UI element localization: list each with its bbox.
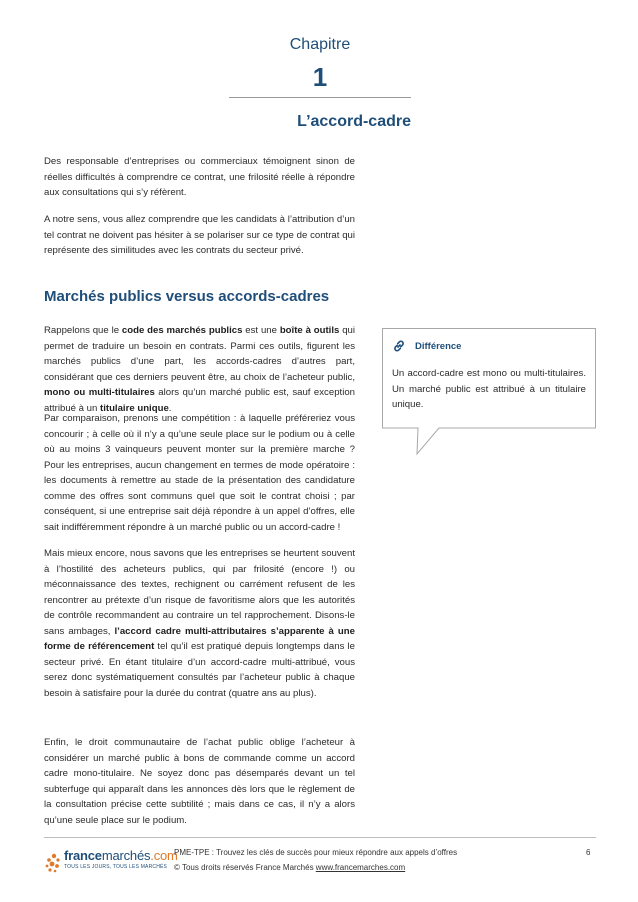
chapter-number: 1	[312, 62, 328, 92]
bold-run: titulaire unique	[100, 402, 169, 414]
chapter-divider	[229, 97, 411, 98]
paragraph-referencing	[44, 546, 355, 701]
paragraph-toolbox	[44, 323, 355, 416]
text-run: alors qu’un marché public est, sauf exception attribué à un	[44, 387, 355, 414]
page-number: 6	[586, 848, 591, 857]
logo-brand-part: marchés	[101, 848, 151, 863]
chapter-label: Chapitre	[289, 36, 351, 53]
footer-divider	[44, 837, 596, 838]
website-link[interactable]: www.francemarches.com	[315, 863, 406, 872]
intro-paragraph-1: Des responsable d’entreprises ou commerciaux témoignent sinon de réelles difficultés à comprendre ce contrat, une frilosité réelle à répondre aux consultations qui s’y réfèrent.	[44, 156, 355, 198]
section-title: Marchés publics versus accords-cadres	[44, 288, 330, 305]
text-run: qui permet de traduire un besoin en contrats. Parmi ces outils, figurent les marchés publics d’une part, les accords-cadres d’autres part, considérant que ces derniers peuvent être, au choix de l’acheteur public,	[44, 325, 356, 383]
text-run: Rappelons que le	[44, 325, 122, 336]
logo-tagline: TOUS LES JOURS, TOUS LES MARCHÉS	[64, 864, 168, 870]
chapter-title: L’accord-cadre	[297, 113, 411, 130]
copyright-text: © Tous droits réservés France Marchés	[174, 863, 316, 872]
logo-domain: .com	[150, 848, 178, 863]
intro-paragraph-2: A notre sens, vous allez comprendre que les candidats à l’attribution d’un tel contrat ne doivent pas hésiter à se polariser sur ce type de contrat qui représente des similitudes avec les contrats du secteur privé.	[44, 214, 355, 256]
callout-text: Un accord-cadre est mono ou multi-titulaires. Un marché public est attribué à un titulaire unique.	[392, 368, 586, 410]
footer-title: PME-TPE : Trouvez les clés de succès pour mieux répondre aux appels d’offres	[174, 848, 458, 857]
bold-run: boîte à outils	[279, 325, 340, 336]
paragraph-competition: Par comparaison, prenons une compétition : à laquelle préféreriez vous concourir ; à celle où il n’y a qu’une seule place sur le podium ou à celle où au moins 3 vainqueurs peuvent monter sur la première marche ? Pour les entreprises, aucun changement en termes de mode opératoire : les documents à remettre au stade de la présentation des candidature comme des offres sont communs quel que soit le contrat choisi ; par conséquent, si une entreprise sait déjà répondre à un appel d’offres, elle sait indifféremment répondre à un marché public ou un accord-cadre !	[44, 413, 355, 533]
bold-run: mono ou multi-titulaires	[44, 387, 155, 398]
logo-brand-part: france	[64, 848, 102, 863]
text-run: Mais mieux encore, nous savons que les entreprises se heurtent souvent à l’hostilité des acheteurs publics, qui par frilosité (encore !) ou méconnaissance des textes, rechignent ou carrément refusent de les rencontrer au prétexte d’un risque de favoritisme alors que les autorités de contrôle recommandent au contraire un tel rapprochement. Disons-le sans ambages,	[44, 548, 355, 637]
logo-wordmark	[64, 848, 178, 863]
text-run: tel qu’il est pratiqué depuis longtemps dans le secteur privé. En étant titulaire d’un accord-cadre multi-attribué, vous serez donc systématiquement consultés par l’acheteur public à chaque besoin à satisfaire pour la durée du contrat (quatre ans au plus).	[44, 641, 355, 699]
text-run: est une	[242, 325, 280, 336]
text-run: .	[168, 402, 172, 414]
bold-run: l’accord cadre multi-attributaires s’apparente à une forme de référencement	[44, 625, 355, 652]
link-icon	[392, 339, 406, 353]
bold-run: code des marchés publics	[121, 325, 243, 336]
callout-title: Différence	[415, 341, 462, 352]
paragraph-community-law: Enfin, le droit communautaire de l’achat public oblige l’acheteur à considérer un marché public à bons de commande comme un accord cadre mono-titulaire. Ne soyez donc pas désemparés devant un tel subterfuge qui apparaît dans les annonces dès lors que le règlement de la consultation précise cette subtilité ; mais dans ce cas, il n’y a alors qu’une seule place sur le podium.	[44, 737, 355, 826]
footer-copyright	[174, 863, 405, 872]
